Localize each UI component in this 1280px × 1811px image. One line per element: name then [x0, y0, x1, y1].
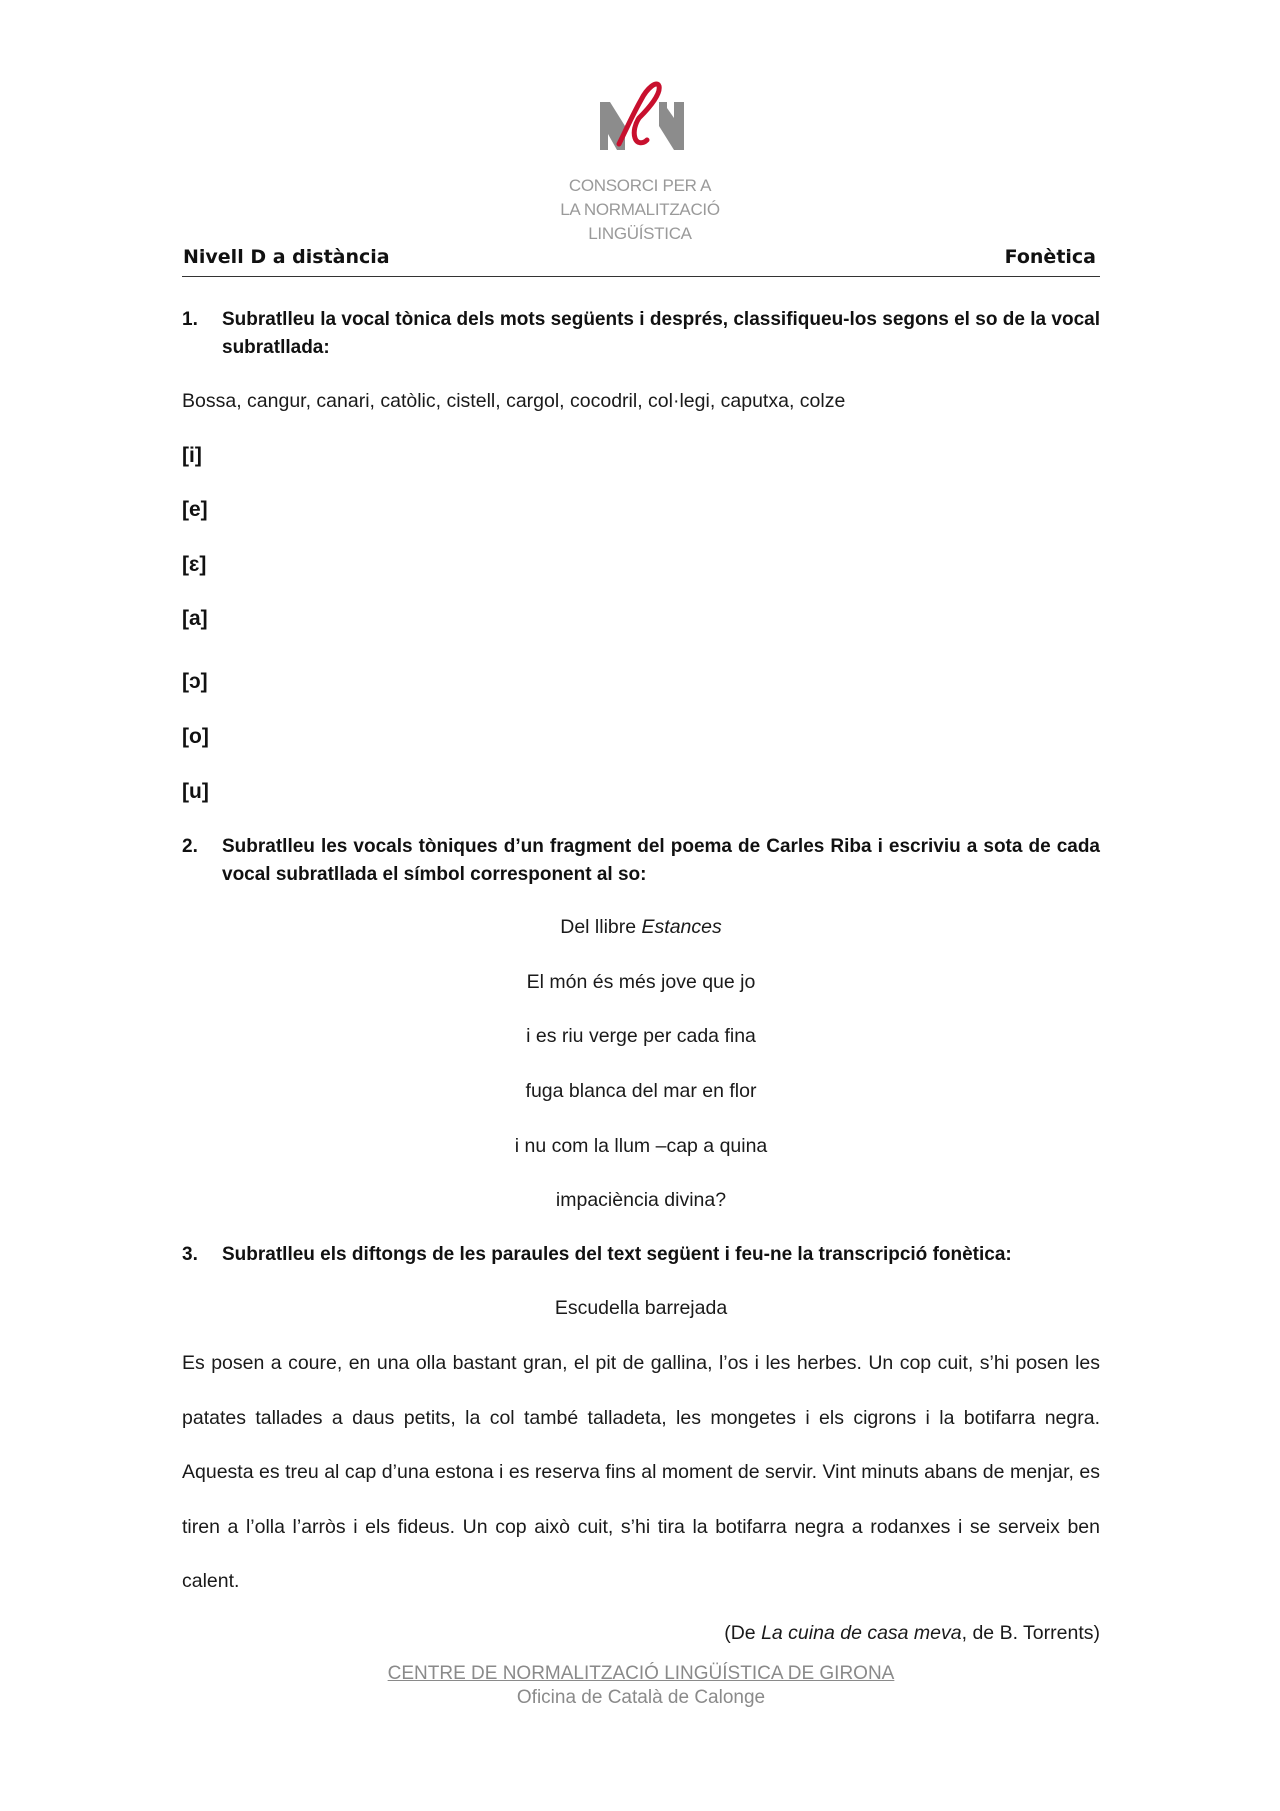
question-text: Subratlleu els diftongs de les paraules del text següent i feu-ne la transcripció fonètica:	[222, 1244, 1012, 1265]
question-text: Subratlleu la vocal tònica dels mots següents i després, classifiqueu-los segons el so de la vocal subratllada:	[222, 309, 1100, 358]
poem-source-prefix: Del llibre	[560, 916, 642, 938]
sound-category: [o]	[182, 725, 209, 748]
question-number: 3.	[182, 1244, 198, 1265]
poem-verse: impaciència divina?	[555, 1189, 727, 1211]
question-text: Subratlleu les vocals tòniques d’un fragment del poema de Carles Riba i escriviu a sota de cada vocal subratllada el símbol corresponent al so:	[222, 836, 1100, 885]
cpnl-logo-mark	[597, 74, 687, 154]
sound-category: [ɔ]	[182, 670, 208, 693]
sound-category: [ɛ]	[182, 553, 207, 576]
citation-close: , de B. Torrents)	[961, 1622, 1100, 1644]
sound-category: [u]	[182, 780, 209, 803]
recipe-paragraph: Es posen a coure, en una olla bastant gran, el pit de gallina, l’os i les herbes. Un cop cuit, s’hi posen les patates tallades a daus petits, la col també talladeta, les mongetes i els cigrons i la botifarra negra. Aquesta es treu al cap d’una estona i es reserva fins al moment de servir. Vint minuts abans de menjar, es tiren a l’olla l’arròs i els fideus. Un cop això cuit, s’hi tira la botifarra negra a rodanxes i se serveix ben calent.	[182, 1352, 1100, 1592]
poem-verse: fuga blanca del mar en flor	[525, 1080, 757, 1102]
subject-title: Fonètica	[1004, 246, 1096, 268]
poem-source	[182, 916, 1100, 939]
word-list: Bossa, cangur, canari, catòlic, cistell, cargol, cocodril, col·legi, caputxa, colze	[182, 390, 846, 412]
poem-verse: El món és més jove que jo	[526, 971, 756, 993]
logo-text-line2: LA NORMALITZACIÓ	[560, 200, 720, 219]
course-level: Nivell D a distància	[183, 246, 390, 268]
text-title: Escudella barrejada	[554, 1297, 728, 1319]
question-1	[182, 306, 1100, 362]
logo-red-stroke	[619, 84, 659, 144]
logo-text-line3: LINGÜÍSTICA	[588, 224, 692, 243]
sound-category: [i]	[182, 444, 202, 467]
poem-verse: i nu com la llum –cap a quina	[514, 1135, 768, 1157]
sound-category: [a]	[182, 607, 208, 630]
footer-office-name: Oficina de Català de Calonge	[516, 1687, 766, 1708]
citation-open: (De	[724, 1622, 762, 1644]
question-2	[182, 833, 1100, 889]
logo-text-line1: CONSORCI PER A	[568, 176, 712, 195]
citation-title: La cuina de casa meva	[761, 1622, 962, 1644]
question-number: 2.	[182, 836, 198, 857]
footer-centre-name: CENTRE DE NORMALITZACIÓ LINGÜÍSTICA DE GIRONA	[387, 1663, 895, 1684]
question-number: 1.	[182, 309, 198, 330]
sound-category: [e]	[182, 498, 208, 521]
page-header	[182, 244, 1100, 277]
poem-verse: i es riu verge per cada fina	[526, 1025, 756, 1047]
poem-book-title: Estances	[641, 916, 722, 938]
citation	[724, 1622, 1100, 1645]
question-3	[182, 1241, 1100, 1269]
cpnl-logo	[560, 74, 720, 249]
